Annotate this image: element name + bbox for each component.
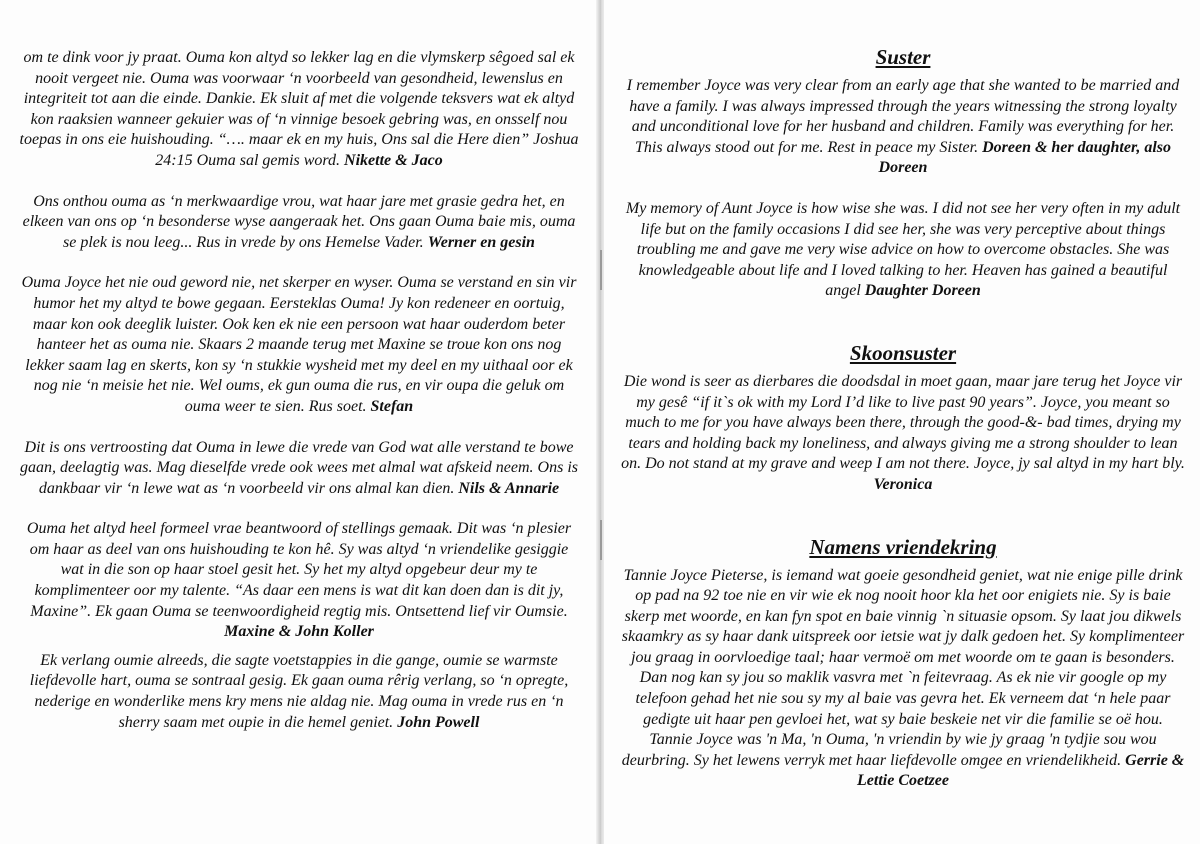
tribute-werner: [18, 192, 580, 254]
tribute-signature: Daughter Doreen: [864, 282, 981, 300]
tribute-doreen: [620, 76, 1186, 179]
tribute-text: Dit is ons vertroosting dat Ouma in lewe die vrede van God wat alle verstand te bowe gaan, deelagtig was. Mag dieselfde vrede ook wees met almal wat afskeid neem. Ons is dankbaar vir ‘n lewe wat as ‘n voorbeeld vir ons almal kan dien.: [20, 438, 578, 497]
tribute-text: My memory of Aunt Joyce is how wise she was. I did not see her very often in my adult life but on the family occasions I did see her, she was very perceptive about things troubling me and gave me very wise advice on how to overcome obstacles. She was knowledgeable about life and I loved talking to her. Heaven has gained a beautiful angel: [625, 199, 1181, 300]
left-column: [18, 48, 580, 753]
tribute-signature: Doreen & her daughter, also Doreen: [878, 138, 1171, 177]
tribute-signature: Nikette & Jaco: [344, 151, 443, 169]
tribute-text: Ouma Joyce het nie oud geword nie, net skerper en wyser. Ouma se verstand en sin vir humor het my altyd te bowe gegaan. Eersteklas Ouma! Jy kon redeneer en oortuig, maar kon ook deeglik luister. Ook ken ek nie een persoon wat haar ouderdom beter hanteer het as ouma nie. Skaars 2 maande terug met Maxine se troue kon ons nog lekker saam lag en skerts, kon sy ‘n stukkie wysheid met my deel en my uithaal oor ek nog nie ‘n meisie het nie. Wel oums, ek gun ouma die rus, en vir oupa die geluk om ouma weer te sien. Rus soet.: [21, 274, 577, 415]
tribute-text: Tannie Joyce Pieterse, is iemand wat goeie gesondheid geniet, wat nie enige pille drink op pad na 92 toe nie en vir wie ek nog nooit hoor kla het oor enigiets nie. Sy is baie skerp met woorde, en kan fyn spot en baie vinnig `n situasie opsom. Sy laat jou dikwels skaamkry as sy haar dank uitspreek oor ietsie wat jy dalk gedoen het. Sy komplimenteer jou graag in oorvloedige taal; haar vermoë om met woorde om te gaan is besonders. Dan nog kan sy jou so maklik vasvra met `n feitevraag. As ek nie vir google op my telefoon gehad het nie sou sy my al baie vas gevra het. Ek verneem dat ‘n hele paar gedigte uit haar pen gevloei het, wat sy baie beskeie net vir die familie se oë hou. Tannie Joyce was 'n Ma, 'n Ouma, 'n vriendin by wie jy graag 'n tydjie sou wou deurbring. Sy het lewens verryk met haar liefdevolle omgee en vriendelikheid.: [621, 566, 1185, 769]
tribute-veronica: [620, 372, 1186, 496]
tribute-text: Die wond is seer as dierbares die doodsdal in moet gaan, maar jare terug het Joyce vir my gesê “if it`s ok with my Lord I’d like to live past 90 years”. Joyce, you meant so much to me for you have always been there, through the good-&- bad times, drying my tears and holding back my loneliness, and always giving me a strong shoulder to lean on. Do not stand at my grave and weep I am not there. Joyce, jy sal altyd in my hart bly.: [621, 372, 1185, 473]
tribute-text: I remember Joyce was very clear from an early age that she wanted to be married and have a family. I was always impressed through the years witnessing the strong loyalty and unconditional love for her husband and children. Family was everything for her. This always stood out for me. Rest in peace my Sister.: [626, 77, 1180, 156]
tribute-signature: Maxine & John Koller: [224, 623, 374, 641]
right-column: [620, 44, 1186, 812]
tribute-signature: Gerrie & Lettie Coetzee: [857, 751, 1185, 790]
section-heading-skoonsuster: Skoonsuster: [849, 340, 957, 365]
tribute-nils-annarie: [18, 438, 580, 500]
tribute-text: om te dink voor jy praat. Ouma kon altyd so lekker lag en die vlymskerp sêgoed sal ek nooit vergeet nie. Ouma was voorwaar ‘n voorbeeld van gesondheid, lewenslus en integriteit tot aan die einde. Dankie. Ek sluit af met die volgende teksvers wat ek altyd kon raaksien wanneer gekuier was of ‘n vinnige besoek gebring was, en onsself nou toepas in ons eie huishouding. “…. maar ek en my huis, Ons sal die Here dien” Joshua 24:15 Ouma sal gemis word.: [19, 49, 579, 169]
tribute-text: Ek verlang oumie alreeds, die sagte voetstappies in die gange, oumie se warmste liefdevolle hart, ouma se sontraal gesig. Ek gaan ouma rêrig verlang, so ‘n opregte, nederige en wonderlike mens kry mens nie aldag nie. Mag ouma in vrede rus en ‘n sherry saam met oupie in die hemel geniet.: [29, 651, 569, 731]
tribute-maxine-john: [18, 519, 580, 643]
tribute-signature: Stefan: [370, 397, 414, 415]
right-page: [604, 0, 1200, 844]
section-heading-suster: Suster: [875, 45, 931, 69]
tribute-text: Ouma het altyd heel formeel vrae beantwoord of stellings gemaak. Dit was ‘n plesier om haar as deel van ons huishouding te kon hê. Sy was altyd ‘n vriendelike gesiggie wat in die son op haar stoel gesit het. Sy het my altyd opgebeur deur my te komplimenteer oor my talente. “As daar een mens is wat dit kan doen dan is dit jy, Maxine”. Ek gaan Ouma se teenwoordigheid regtig mis. Ontsettend lief vir Oumsie.: [26, 520, 572, 620]
tribute-daughter-doreen: [620, 199, 1186, 302]
tribute-john-powell: [18, 651, 580, 733]
tribute-signature: Werner en gesin: [427, 233, 535, 251]
tribute-signature: Nils & Annarie: [458, 479, 560, 497]
tribute-signature: Veronica: [873, 475, 933, 493]
tribute-gerrie-lettie: [620, 566, 1186, 793]
tribute-nikette-jaco: [18, 48, 580, 172]
tribute-text: Ons onthou ouma as ‘n merkwaardige vrou, wat haar jare met grasie gedra het, en elkeen van ons op ‘n besonderse wyse aangeraak het. Ons gaan Ouma baie mis, ouma se plek is nou leeg... Rus in vrede by ons Hemelse Vader.: [22, 192, 576, 251]
section-heading-namens-vriendekring: Namens vriendekring: [809, 534, 997, 559]
tribute-signature: John Powell: [397, 713, 480, 731]
left-page: [0, 0, 598, 844]
tribute-stefan: [18, 273, 580, 417]
